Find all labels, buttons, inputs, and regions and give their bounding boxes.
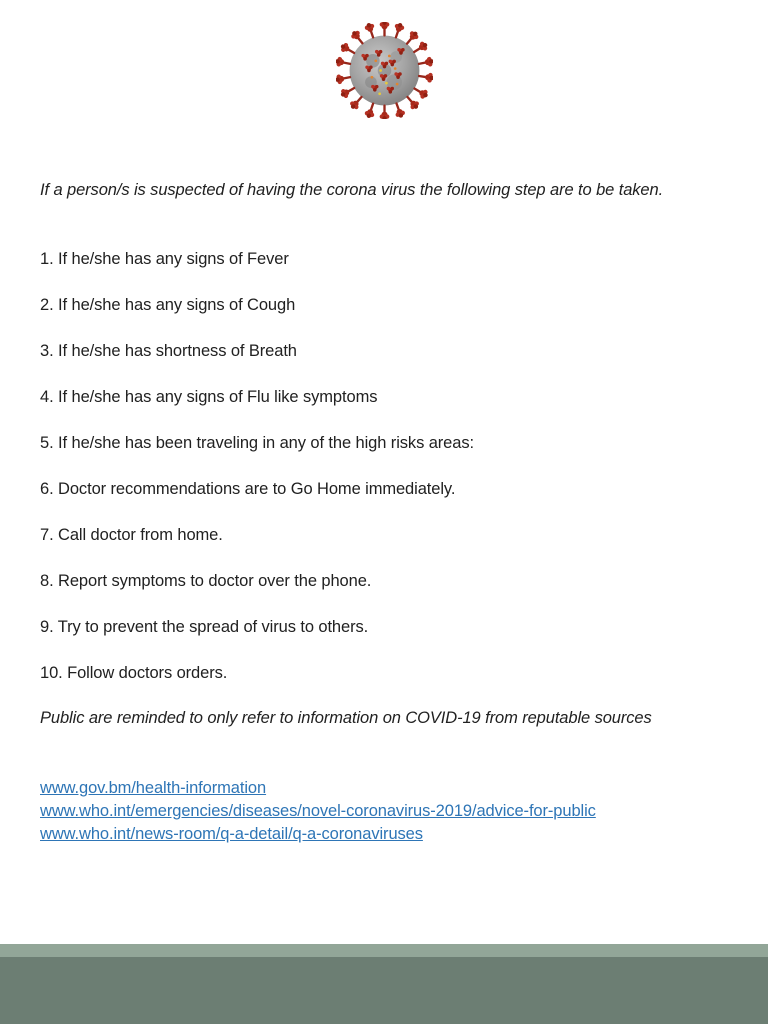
step-item: 5. If he/she has been traveling in any of the high risks areas: (40, 434, 474, 452)
footer-accent-strip (0, 944, 768, 957)
step-item: 7. Call doctor from home. (40, 526, 223, 544)
slide-body (40, 179, 730, 846)
step-item: 4. If he/she has any signs of Flu like symptoms (40, 388, 378, 406)
step-item: 10. Follow doctors orders. (40, 664, 228, 682)
source-link[interactable]: www.who.int/emergencies/diseases/novel-coronavirus-2019/advice-for-public (40, 802, 596, 820)
coronavirus-illustration (0, 22, 768, 119)
intro-text: If a person/s is suspected of having the corona virus the following step are to be taken. (40, 181, 664, 199)
step-item: 6. Doctor recommendations are to Go Home immediately. (40, 480, 456, 498)
coronavirus-icon (336, 22, 433, 119)
step-item: 3. If he/she has shortness of Breath (40, 342, 297, 360)
source-link[interactable]: www.gov.bm/health-information (40, 779, 267, 797)
step-item: 8. Report symptoms to doctor over the phone. (40, 572, 372, 590)
source-link[interactable]: www.who.int/news-room/q-a-detail/q-a-coronaviruses (40, 825, 423, 843)
footer-band (0, 957, 768, 1024)
steps-list (40, 248, 730, 684)
reminder-text: Public are reminded to only refer to information on COVID-19 from reputable sources (40, 709, 652, 727)
step-item: 9. Try to prevent the spread of virus to others. (40, 618, 369, 636)
links-list (40, 777, 730, 846)
step-item: 1. If he/she has any signs of Fever (40, 250, 289, 268)
step-item: 2. If he/she has any signs of Cough (40, 296, 296, 314)
